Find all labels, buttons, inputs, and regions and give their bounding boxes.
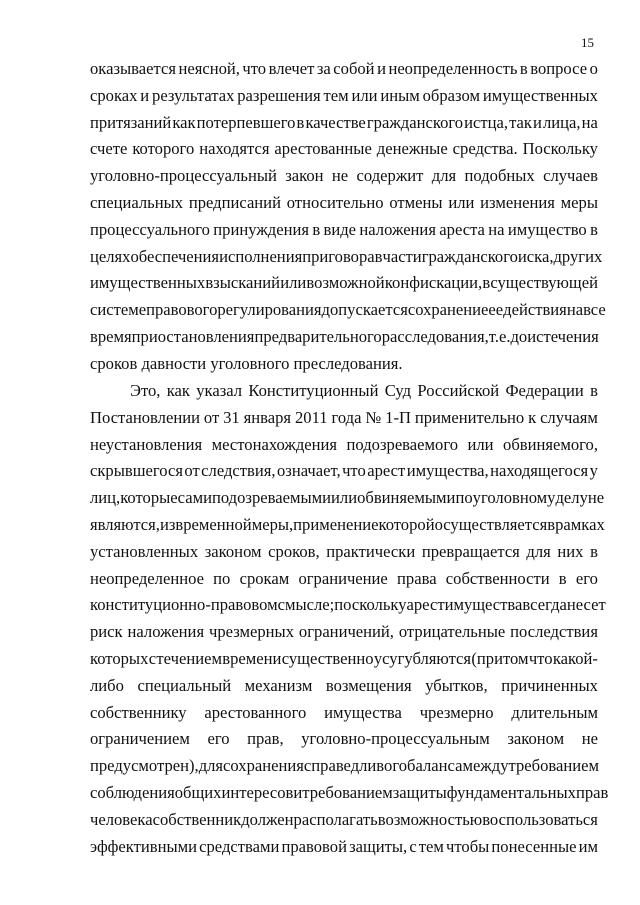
text-line: Постановлении от 31 января 2011 года № 1-П применительно к случаям [90, 407, 598, 427]
text-line: либо специальный механизм возмещения убытков, причиненных [90, 675, 598, 695]
text-line: которых с течением времени существенно усугубляются (притом что какой- [90, 648, 598, 668]
text-line: притязаний как потерпевшего в качестве гражданского истца, так и лица, на [90, 112, 598, 132]
text-line: специальных предписаний относительно отмены или изменения меры [90, 192, 598, 212]
text-line: собственнику арестованного имущества чрезмерно длительным [90, 702, 598, 722]
text-line: оказывается неясной, что влечет за собой и неопределенность в вопросе о [90, 59, 598, 78]
text-line: предусмотрен), для сохранения справедливого баланса между требованием [90, 756, 599, 776]
text-line: риск наложения чрезмерных ограничений, отрицательные последствия [90, 622, 598, 642]
text-line: неопределенное по срокам ограничение права собственности в его [90, 568, 598, 588]
text-line: соблюдения общих интересов и требованием защиты фундаментальных прав [90, 782, 609, 802]
page-number: 15 [581, 35, 594, 50]
text-line: системе правового регулирования допускается сохранение ее действия на все [90, 300, 606, 320]
text-line: время приостановления предварительного расследования, т.е. до истечения [90, 326, 599, 346]
text-line: процессуального принуждения в виде наложения ареста на имущество в [90, 219, 598, 239]
text-line: Это, как указал Конституционный Суд Российской Федерации в [130, 381, 598, 400]
text-line: лиц, которые сами подозреваемыми или обвиняемыми по уголовному делу не [90, 488, 605, 508]
text-line: уголовно-процессуальный закон не содержит для подобных случаев [90, 166, 598, 186]
text-line: имущественных взысканий или возможной конфискации, в существующей [90, 273, 598, 293]
text-line: установленных законом сроков, практически превращается для них в [90, 541, 598, 561]
paragraph-2 [90, 378, 609, 860]
text-line: ограничением его прав, уголовно-процессуальным законом не [90, 729, 598, 749]
text-line: сроков давности уголовного преследования. [90, 353, 403, 373]
paragraph-1 [90, 56, 606, 378]
text-line: счете которого находятся арестованные денежные средства. Поскольку [90, 139, 598, 159]
text-line: неустановления местонахождения подозреваемого или обвиняемого, [90, 434, 598, 454]
text-line: скрывшегося от следствия, означает, что арест имущества, находящегося у [90, 461, 598, 481]
text-line: сроках и результатах разрешения тем или иным образом имущественных [90, 85, 598, 105]
text-line: конституционно-правовом смысле; поскольку арест имущества всегда несет [90, 595, 606, 615]
text-line: являются, из временной меры, применение которой осуществляется в рамках [90, 514, 605, 534]
text-line: человека собственник должен располагать возможностью воспользоваться [90, 809, 598, 829]
text-line: эффективными средствами правовой защиты, с тем чтобы понесенные им [90, 836, 598, 856]
text-line: целях обеспечения исполнения приговора в части гражданского иска, других [90, 246, 603, 266]
